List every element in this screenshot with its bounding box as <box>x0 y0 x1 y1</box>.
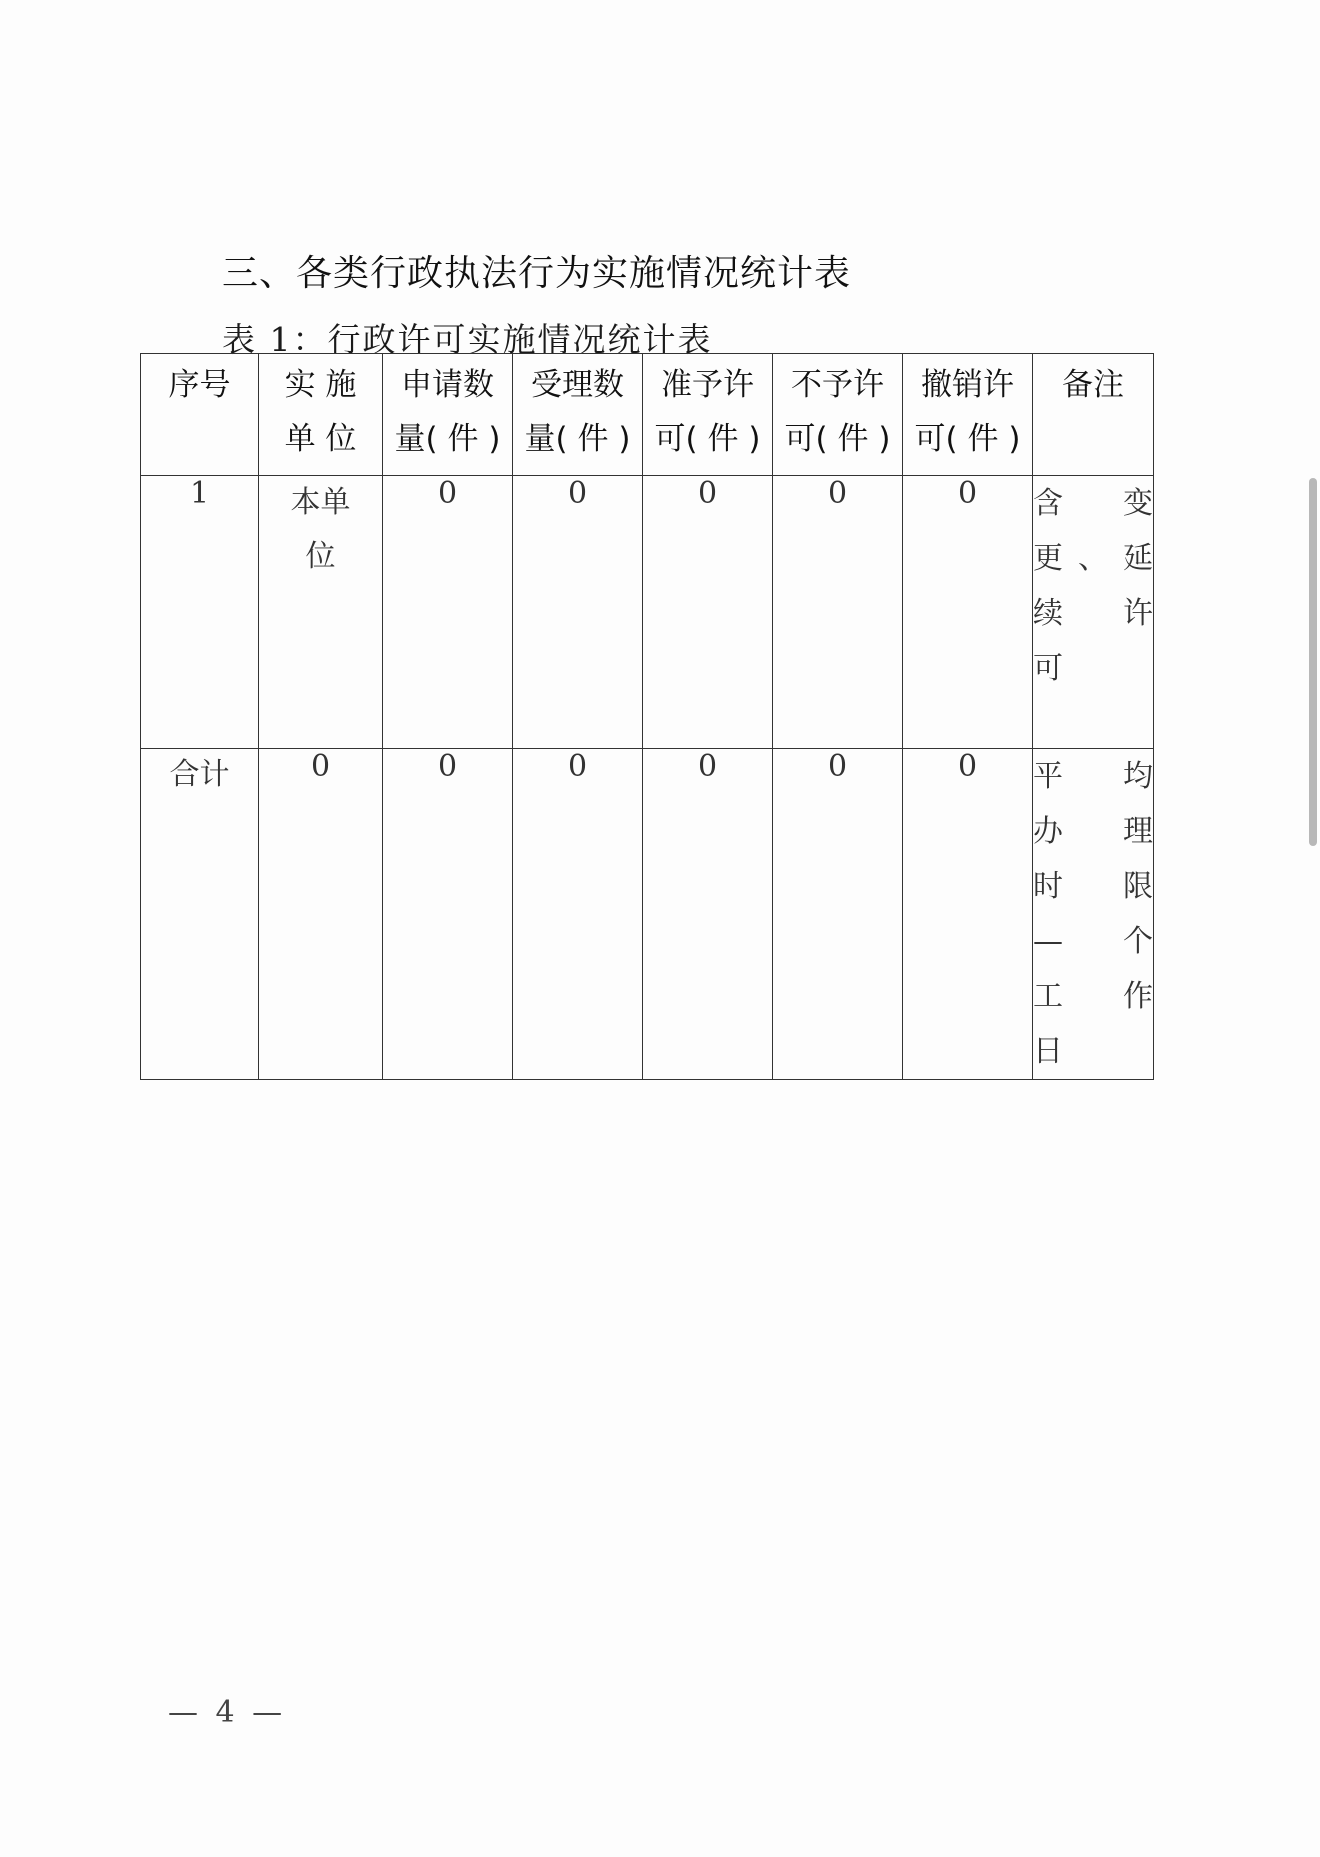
header-granted: 准予许 可( 件 ) <box>643 354 773 476</box>
total-label: 合计 <box>141 749 259 1080</box>
total-unit: 0 <box>259 749 383 1080</box>
header-index: 序号 <box>141 354 259 476</box>
header-revoked: 撤销许 可( 件 ) <box>903 354 1033 476</box>
total-granted: 0 <box>643 749 773 1080</box>
total-denied: 0 <box>773 749 903 1080</box>
total-applications: 0 <box>383 749 513 1080</box>
row-1-unit: 本单 位 <box>259 476 383 749</box>
permit-statistics-table <box>140 353 1154 1080</box>
row-1-index: 1 <box>141 476 259 749</box>
row-1-accepted: 0 <box>513 476 643 749</box>
header-applications: 申请数 量( 件 ) <box>383 354 513 476</box>
header-unit: 实 施 单 位 <box>259 354 383 476</box>
row-1-granted: 0 <box>643 476 773 749</box>
table-row-total <box>141 749 1154 1080</box>
page-number: — 4 — <box>168 1695 287 1730</box>
scrollbar-thumb[interactable] <box>1309 478 1317 846</box>
header-note: 备注 <box>1033 354 1154 476</box>
total-revoked: 0 <box>903 749 1033 1080</box>
row-1-revoked: 0 <box>903 476 1033 749</box>
section-heading: 三、各类行政执法行为实施情况统计表 <box>222 253 852 294</box>
header-row <box>141 354 1154 476</box>
total-accepted: 0 <box>513 749 643 1080</box>
table-row <box>141 476 1154 749</box>
table-caption: 表 1：行政许可实施情况统计表 <box>222 320 713 359</box>
total-note: 平 均 办 理 时 限 — 个 工 作 日 <box>1033 749 1154 1080</box>
header-denied: 不予许 可( 件 ) <box>773 354 903 476</box>
vertical-scrollbar[interactable] <box>1306 0 1320 1857</box>
row-1-denied: 0 <box>773 476 903 749</box>
row-1-applications: 0 <box>383 476 513 749</box>
header-accepted: 受理数 量( 件 ) <box>513 354 643 476</box>
row-1-note: 含 变 更、延 续 许 可 <box>1033 476 1154 749</box>
